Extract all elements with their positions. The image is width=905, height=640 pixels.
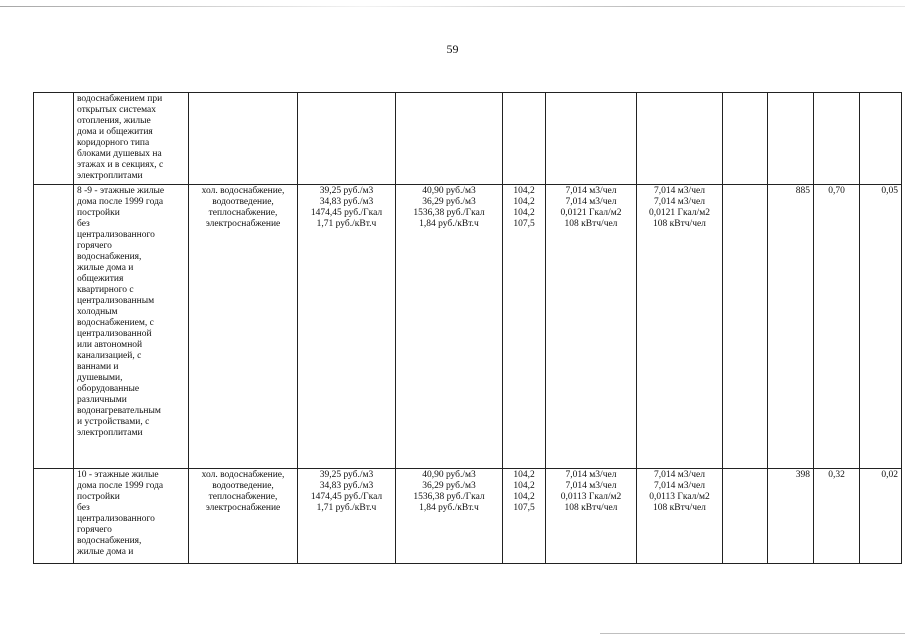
tariff-before-line: 34,83 руб./м3 [319,481,374,491]
description [74,93,189,185]
index [503,469,546,564]
index-line: 104,2 [513,492,535,502]
value1 [768,93,814,185]
description-line: без [77,219,90,229]
tariff-before-line: 34,83 руб./м3 [319,197,374,207]
empty-cell [723,93,768,185]
index-line: 104,2 [513,197,535,207]
description-line: постройки [77,208,120,218]
services [189,185,298,469]
description [74,469,189,564]
value2: 0,70 [814,185,860,469]
norm-after-line: 7,014 м3/чел [654,470,705,480]
index-line: 104,2 [513,481,535,491]
norm-before-line: 0,0113 Гкал/м2 [560,492,622,502]
description-line: различными [77,395,127,405]
norm-before-line: 7,014 м3/чел [565,186,617,196]
value1: 885 [768,185,814,469]
description-line: и устройствами, с [77,417,150,427]
norm-after-line: 108 кВтч/чел [653,503,706,513]
description-line: горячего [77,241,112,251]
description-line: дома после 1999 года [77,197,164,207]
description-line: электроплитами [77,171,143,181]
description-line: водоснабжением при [77,94,163,104]
tariff-before-line: 1474,45 руб./Гкал [310,208,383,218]
description [74,185,189,469]
description-line: квартирного с [77,285,134,295]
description-line: 10 - этажные жилые [77,470,159,480]
tariff-before-line: 39,25 руб./м3 [319,186,374,196]
description-line: открытых системах [77,105,156,115]
description-line: жилые дома и [77,263,134,273]
norm-before-line: 7,014 м3/чел [565,481,617,491]
norm-after-line: 0,0113 Гкал/м2 [649,492,710,502]
services [189,469,298,564]
norm-after [637,469,723,564]
index-line: 104,2 [513,470,535,480]
description-line: водонагревательным [77,406,161,416]
tariff-before-line: 1,71 руб./кВт.ч [316,219,377,229]
norm-before-line: 108 кВтч/чел [564,503,618,513]
norm-before-line: 7,014 м3/чел [565,197,617,207]
number-cell [34,469,74,564]
tariff-before-line: 1474,45 руб./Гкал [310,492,383,502]
tariff-before [298,469,396,564]
description-line: дома после 1999 года [77,481,164,491]
table-row [34,469,902,564]
services-line: теплоснабжение, [208,208,278,218]
tariff-after-line: 40,90 руб./м3 [422,186,476,196]
services-line: хол. водоснабжение, [201,186,285,196]
services-line: теплоснабжение, [208,492,278,502]
description-line: водоснабжением, с [77,318,154,328]
index [503,93,546,185]
index-line: 107,5 [513,219,535,229]
value2: 0,32 [814,469,860,564]
description-line: водоснабжения, [77,252,142,262]
description-line: коридорного типа [77,138,150,148]
services-line: водоотведение, [212,197,274,207]
index-line: 107,5 [513,503,535,513]
value1: 398 [768,469,814,564]
description-line: ваннами и [77,362,119,372]
norm-after [637,93,723,185]
scan-edge-bottom [600,633,905,634]
norm-after-line: 108 кВтч/чел [653,219,706,229]
tariff-after-line: 1536,38 руб./Гкал [413,492,485,502]
tariff-before [298,185,396,469]
norm-after-line: 7,014 м3/чел [654,481,705,491]
services [189,93,298,185]
index [503,185,546,469]
number-cell [34,93,74,185]
norm-after-line: 7,014 м3/чел [654,197,705,207]
norm-before [546,185,637,469]
description-line: этажах и в секциях, с [77,160,164,170]
description-line: оборудованные [77,384,140,394]
description-line: централизованного [77,230,155,240]
description-line: централизованного [77,514,155,524]
tariff-after-line: 1,84 руб./кВт.ч [419,219,479,229]
description-line: блоками душевых на [77,149,162,159]
norm-after [637,185,723,469]
norm-after-line: 0,0121 Гкал/м2 [649,208,710,218]
description-line: жилые дома и [77,547,134,557]
norm-before-line: 108 кВтч/чел [564,219,618,229]
tariff-table [33,92,902,564]
norm-before [546,93,637,185]
empty-cell [723,469,768,564]
value2 [814,93,860,185]
tariff-before-line: 39,25 руб./м3 [319,470,374,480]
description-line: дома и общежития [77,127,153,137]
norm-after-line: 7,014 м3/чел [654,186,705,196]
value3 [860,93,902,185]
description-line: отопления, жилые [77,116,151,126]
tariff-before-line: 1,71 руб./кВт.ч [316,503,377,513]
description-line: водоснабжения, [77,536,142,546]
empty-cell [723,185,768,469]
value3: 0,05 [860,185,902,469]
table-row [34,185,902,469]
description-line: душевыми, [77,373,123,383]
description-line: общежития [77,274,124,284]
tariff-after-line: 40,90 руб./м3 [422,470,476,480]
norm-before [546,469,637,564]
description-line: централизованным [77,296,155,306]
services-line: электроснабжение [205,219,281,229]
description-line: 8 -9 - этажные жилые [77,186,165,196]
description-line: холодным [77,307,118,317]
tariff-after [396,185,503,469]
tariff-after-line: 36,29 руб./м3 [422,481,476,491]
description-line: постройки [77,492,120,502]
description-line: или автономной [77,340,143,350]
tariff-after-line: 1,84 руб./кВт.ч [419,503,479,513]
tariff-after-line: 36,29 руб./м3 [422,197,476,207]
services-line: хол. водоснабжение, [201,470,285,480]
description-line: электроплитами [77,428,143,438]
services-line: водоотведение, [212,481,274,491]
services-line: электроснабжение [205,503,281,513]
page-number: 59 [446,42,459,56]
tariff-before [298,93,396,185]
description-line: канализацией, с [77,351,142,361]
tariff-after [396,93,503,185]
norm-before-line: 0,0121 Гкал/м2 [560,208,622,218]
number-cell [34,185,74,469]
tariff-after-line: 1536,38 руб./Гкал [413,208,485,218]
description-line: горячего [77,525,112,535]
scan-edge-top [0,6,905,7]
index-line: 104,2 [513,208,535,218]
value3: 0,02 [860,469,902,564]
table-row [34,93,902,185]
index-line: 104,2 [513,186,535,196]
tariff-after [396,469,503,564]
description-line: без [77,503,90,513]
description-line: централизованной [77,329,152,339]
norm-before-line: 7,014 м3/чел [565,470,617,480]
table-body [34,93,902,564]
